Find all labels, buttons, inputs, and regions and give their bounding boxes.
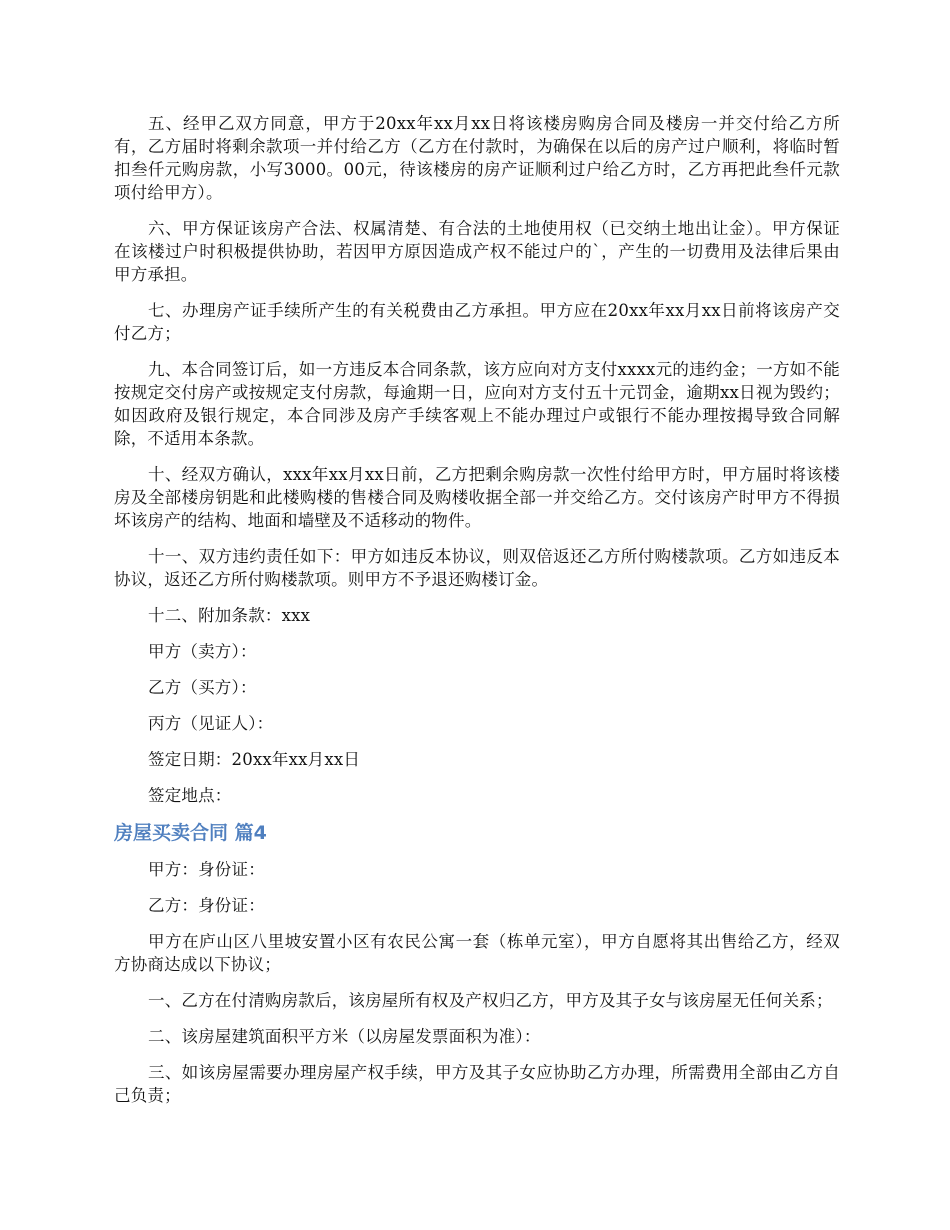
preamble-paragraph: 甲方在庐山区八里坡安置小区有农民公寓一套（栋单元室），甲方自愿将其出售给乙方，经双方协商达成以下协议； [114, 932, 840, 974]
clause-5: 五、经甲乙双方同意，甲方于20xx年xx月xx日将该楼房购房合同及楼房一并交付给乙方所有，乙方届时将剩余款项一并付给乙方（乙方在付款时，为确保在以后的房产过户顺利，将临时暂扣叁仟元购房款，小写3000。00元，待该楼房的房产证顺利过户给乙方时，乙方再把此叁仟元款项付给甲方）。 [114, 114, 840, 202]
article-1: 一、乙方在付清购房款后，该房屋所有权及产权归乙方，甲方及其子女与该房屋无任何关系； [148, 991, 833, 1010]
signing-place-line: 签定地点： [148, 786, 232, 805]
signing-date-line: 签定日期：20xx年xx月xx日 [148, 750, 361, 769]
clause-12: 十二、附加条款：xxx [148, 606, 311, 625]
clause-9: 九、本合同签订后，如一方违反本合同条款，该方应向对方支付xxxx元的违约金；一方如不能按规定交付房产或按规定支付房款，每逾期一日，应向对方支付五十元罚金，逾期xx日视为毁约；如因政府及银行规定，本合同涉及房产手续客观上不能办理过户或银行不能办理按揭导致合同解除，不适用本条款。 [114, 360, 840, 448]
article-3: 三、如该房屋需要办理房屋产权手续，甲方及其子女应协助乙方办理，所需费用全部由乙方自己负责； [114, 1063, 840, 1105]
party-a-id-line: 甲方：身份证： [148, 860, 265, 879]
clause-7: 七、办理房产证手续所产生的有关税费由乙方承担。甲方应在20xx年xx月xx日前将该房产交付乙方； [114, 301, 840, 343]
clause-6: 六、甲方保证该房产合法、权属清楚、有合法的土地使用权（已交纳土地出让金）。甲方保证在该楼过户时积极提供协助，若因甲方原因造成产权不能过户的`，产生的一切费用及法律后果由甲方承担。 [114, 219, 840, 284]
clause-11: 十一、双方违约责任如下：甲方如违反本协议，则双倍返还乙方所付购楼款项。乙方如违反本协议，返还乙方所付购楼款项。则甲方不予退还购楼订金。 [114, 547, 840, 589]
clause-10: 十、经双方确认，xxx年xx月xx日前，乙方把剩余购房款一次性付给甲方时，甲方届时将该楼房及全部楼房钥匙和此楼购楼的售楼合同及购楼收据全部一并交给乙方。交付该房产时甲方不得损坏该房产的结构、地面和墙壁及不适移动的物件。 [114, 465, 840, 530]
document-body [114, 112, 840, 1120]
party-b-id-line: 乙方：身份证： [148, 896, 265, 915]
section-heading: 房屋买卖合同 篇4 [114, 822, 267, 844]
party-b-signature-line: 乙方（买方）： [148, 678, 257, 697]
article-2: 二、该房屋建筑面积平方米（以房屋发票面积为准）： [148, 1027, 541, 1046]
party-a-signature-line: 甲方（卖方）： [148, 642, 257, 661]
witness-signature-line: 丙方（见证人）： [148, 714, 274, 733]
